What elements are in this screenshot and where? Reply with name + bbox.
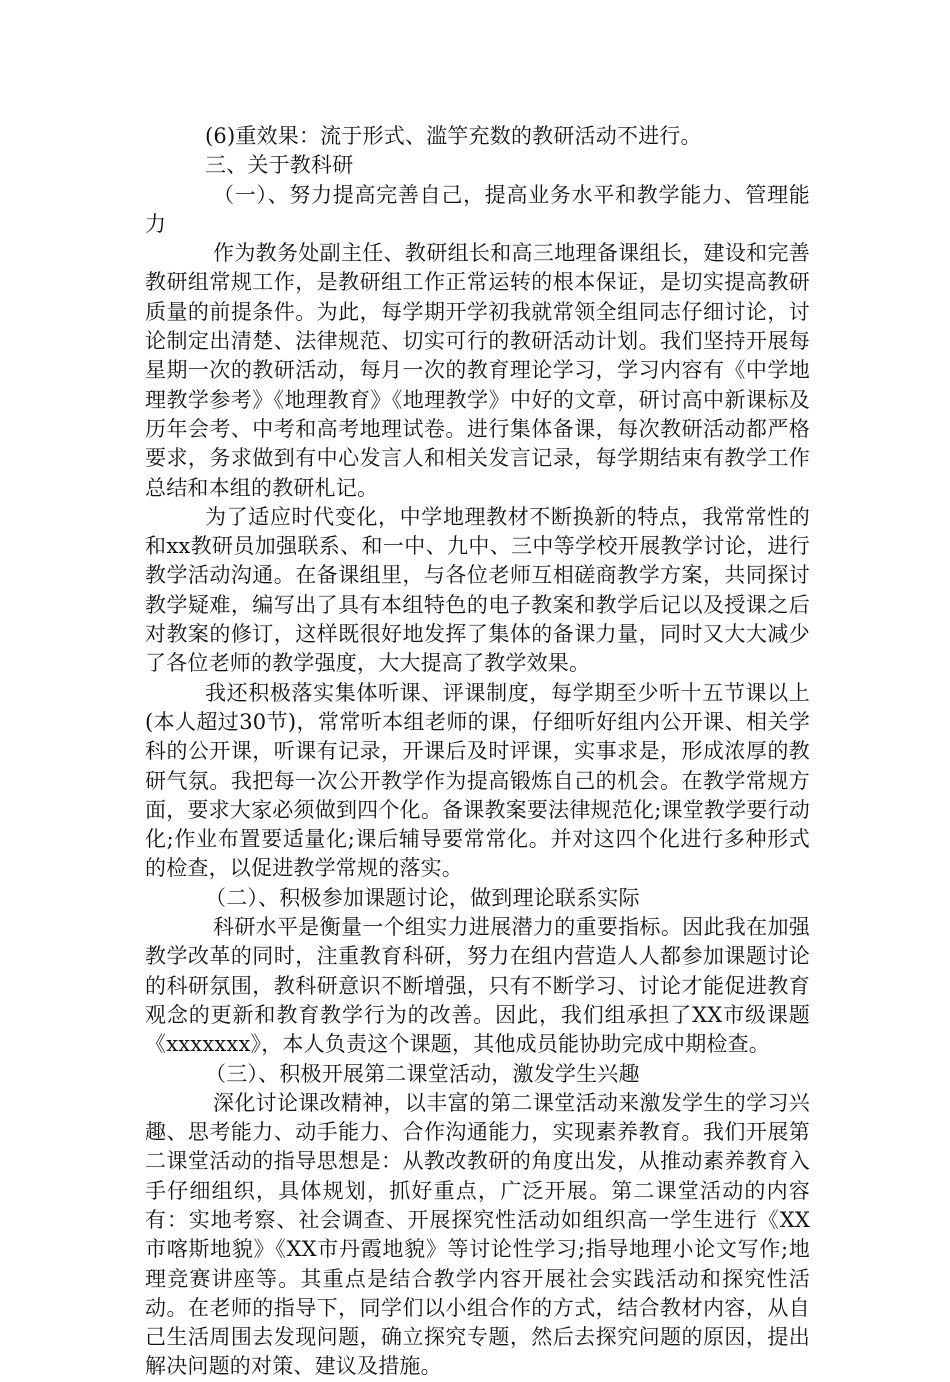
subsection-2-heading: （二）、积极参加课题讨论，做到理论联系实际 xyxy=(205,885,640,910)
subsection-1-heading: （一）、努力提高完善自己，提高业务水平和教学能力、管理能力 xyxy=(145,182,810,236)
subsection-1-paragraph-2: 为了适应时代变化，中学地理教材不断换新的特点，我常常性的和xx教研员加强联系、和一中、九中、三中等学校开展教学讨论，进行教学活动沟通。在备课组里，与各位老师互相磋商教学方案，共同探讨教学疑难，编写出了具有本组特色的电子教案和教学后记以及授课之后对教案的修订，这样既很好地发挥了集体的备课力量，同时又大大减少了各位老师的教学强度，大大提高了教学效果。 xyxy=(145,504,810,676)
subsection-2-paragraph: 科研水平是衡量一个组实力进展潜力的重要指标。因此我在加强教学改革的同时，注重教育科研，努力在组内营造人人都参加课题讨论的科研氛围，教科研意识不断增强，只有不断学习、讨论才能促进教育观念的更新和教育教学行为的改善。因此，我们组承担了XX市级课题《xxxxxxx》，本人负责这个课题，其他成员能协助完成中期检查。 xyxy=(145,915,810,1057)
subsection-3-heading: （三）、积极开展第二课堂活动，激发学生兴趣 xyxy=(205,1061,640,1086)
subsection-1-paragraph-1: 作为教务处副主任、教研组长和高三地理备课组长，建设和完善教研组常规工作，是教研组工作正常运转的根本保证，是切实提高教研质量的前提条件。为此，每学期开学初我就常领全组同志仔细讨论，讨论制定出清楚、法律规范、切实可行的教研活动计划。我们坚持开展每星期一次的教研活动，每月一次的教育理论学习，学习内容有《中学地理教学参考》《地理教育》《地理教学》中好的文章，研讨高中新课标及历年会考、中考和高考地理试卷。进行集体备课，每次教研活动都严格要求，务求做到有中心发言人和相关发言记录，每学期结束有教学工作总结和本组的教研札记。 xyxy=(145,241,810,500)
item-6-text: (6)重效果：流于形式、滥竽充数的教研活动不进行。 xyxy=(205,124,702,148)
subsection-3-paragraph: 深化讨论课改精神，以丰富的第二课堂活动来激发学生的学习兴趣、思考能力、动手能力、合作沟通能力，实现素养教育。我们开展第二课堂活动的指导思想是：从教改教研的角度出发，从推动素养教育入手仔细组织，具体规划，抓好重点，广泛开展。第二课堂活动的内容有：实地考察、社会调查、开展探究性活动如组织高一学生进行《XX市喀斯地貌》《XX市丹霞地貌》等讨论性学习;指导地理小论文写作;地理竞赛讲座等。其重点是结合教学内容开展社会实践活动和探究性活动。在老师的指导下，同学们以小组合作的方式，结合教材内容，从自己生活周围去发现问题，确立探究专题，然后去探究问题的原因，提出解决问题的对策、建议及措施。 xyxy=(145,1090,810,1379)
subsection-1-paragraph-3: 我还积极落实集体听课、评课制度，每学期至少听十五节课以上(本人超过30节)，常常听本组老师的课，仔细听好组内公开课、相关学科的公开课，听课有记录，开课后及时评课，实事求是，形成浓厚的教研气氛。我把每一次公开教学作为提高锻炼自己的机会。在教学常规方面，要求大家必须做到四个化。备课教案要法律规范化;课堂教学要行动化;作业布置要适量化;课后辅导要常常化。并对这四个化进行多种形式的检查，以促进教学常规的落实。 xyxy=(145,680,810,881)
document-body xyxy=(145,122,810,1382)
section-3-heading: 三、关于教科研 xyxy=(205,153,354,178)
